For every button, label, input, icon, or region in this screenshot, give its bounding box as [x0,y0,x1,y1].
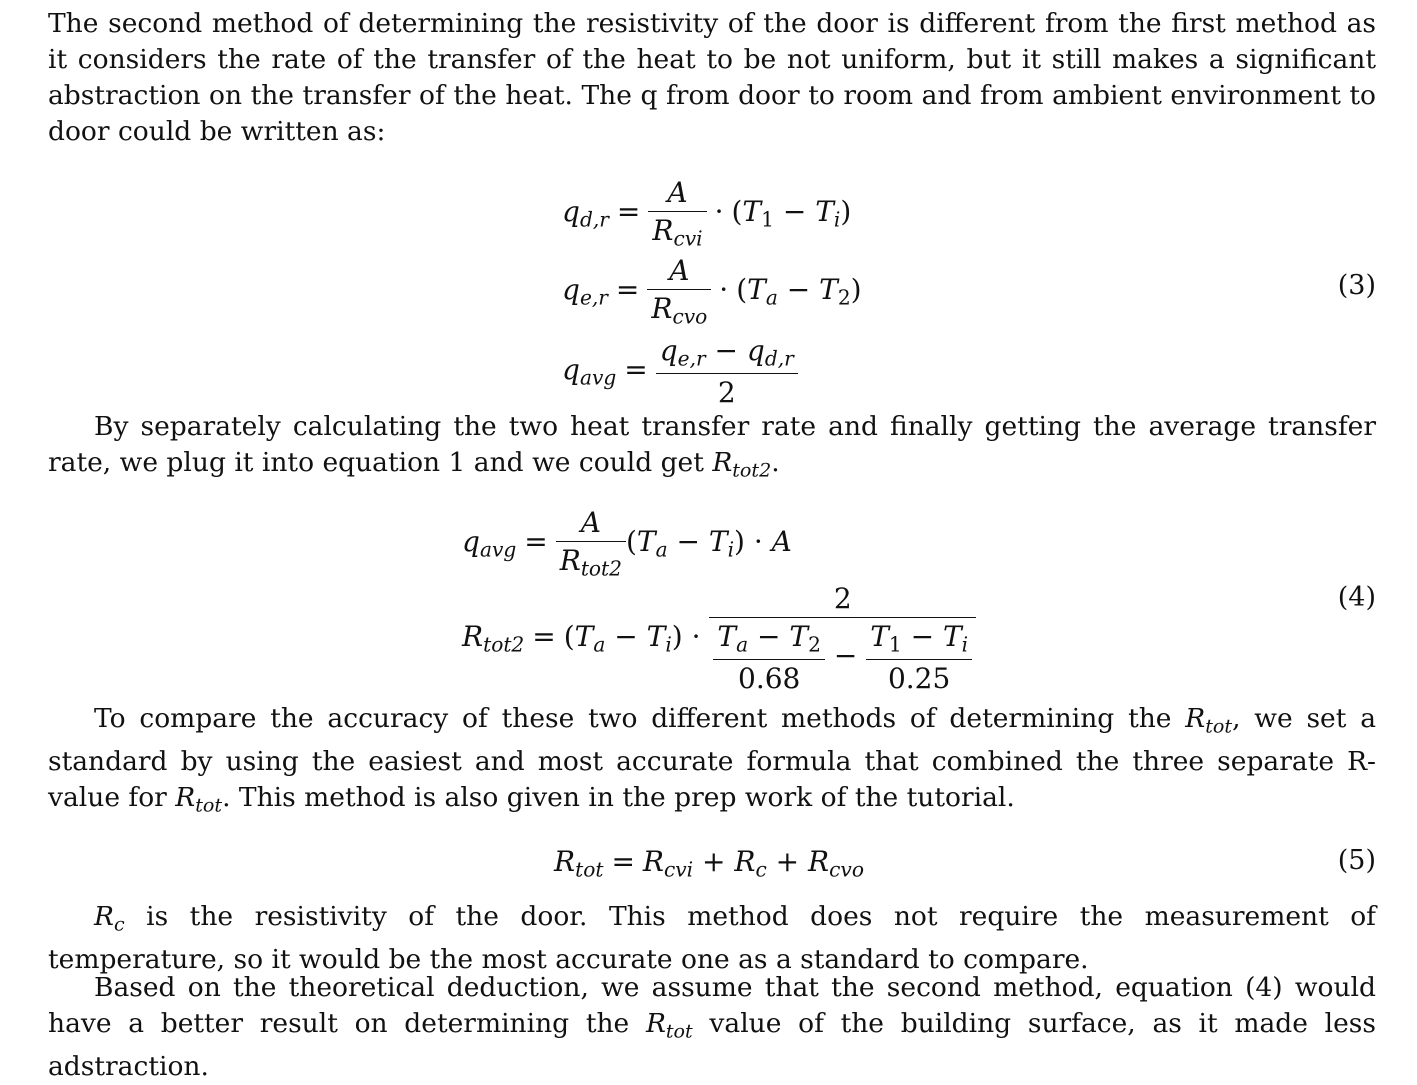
paragraph-method-two-intro [48,6,1376,150]
equation-number-3: (3) [1337,270,1376,301]
paragraph-text: value of the building surface, as it made less adstraction. [48,1008,1377,1083]
paragraph-text: Based on the theoretical deduction, we assume that the second method, equation (4) would have a better result on determining the [48,972,1376,1039]
paragraph-average-rate: By separately calculating the two heat transfer rate and finally getting the average transfer rate, we plug it into equation 1 and we could get $R_{tot2}$. [48,411,1376,482]
equation-q-d-r: $q_{d,r}$ = $\frac{A}{R_{cvi}}$ · $(T_1 - T_i)$ [562,176,852,251]
paragraph-text: The second method of determining the resistivity of the door is different from the first method as it considers the rate of the transfer of the heat to be not uniform, but it still makes a significant abstraction on the transfer of the heat. The q from door to room and from ambient environment to door could be written as: [48,8,1376,147]
equation-rtot-sum: $R_{tot} = R_{cvi} + R_c + R_{cvo}$ [554,845,864,882]
paragraph-text: is the resistivity of the door. This method does not require the measurement of temperature, so it would be the most accurate one as a standard to compare. [48,901,1376,976]
equation-number-5: (5) [1337,845,1376,876]
equation-q-avg: $q_{avg}$ = $\frac{q_{e,r} - q_{d,r}}{2}$ [562,334,798,409]
paragraph-text: . [771,447,780,478]
paragraph-text: By separately calculating the two heat transfer rate and finally getting the average transfer rate, we plug it into equation 1 and we could get [48,411,1376,478]
equation-q-avg-rtot2: $q_{avg}$ = $\frac{A}{R_{tot2}}$ $(T_a - T_i) \cdot A$ [462,506,792,581]
equation-number-4: (4) [1337,582,1376,613]
equation-q-e-r: $q_{e,r}$ = $\frac{A}{R_{cvo}}$ · $(T_a - T_2)$ [562,254,862,329]
paragraph-text: . This method is also given in the prep work of the tutorial. [222,782,1015,814]
equation-rtot2: $R_{tot2} = (T_a - T_i)$ · 2 $\frac{T_a - T_2}{0.68}$ − $\frac{T_1 - T_i}{0.25}$ [462,582,976,695]
paragraph-comparison-standard: To compare the accuracy of these two different methods of determining the $R_{tot}$, we set a standard by using the easiest and most accurate formula that combined the three separate R-value for $R_{tot}$. This method is also given in the prep work of the tutorial. [48,703,1376,817]
paragraph-door-resistivity: $R_c$ is the resistivity of the door. This method does not require the measurement of temperature, so it would be the most accurate one as a standard to compare. [48,901,1376,976]
paragraph-text: To compare the accuracy of these two different methods of determining the [94,703,1186,734]
paragraph-text: , we set a standard by using the easiest and most accurate formula that combined the three separate R-value for [48,703,1376,814]
paragraph-conclusion: Based on the theoretical deduction, we assume that the second method, equation (4) would have a better result on determining the $R_{tot}$ value of the building surface, as it made less adstraction. [48,972,1377,1083]
